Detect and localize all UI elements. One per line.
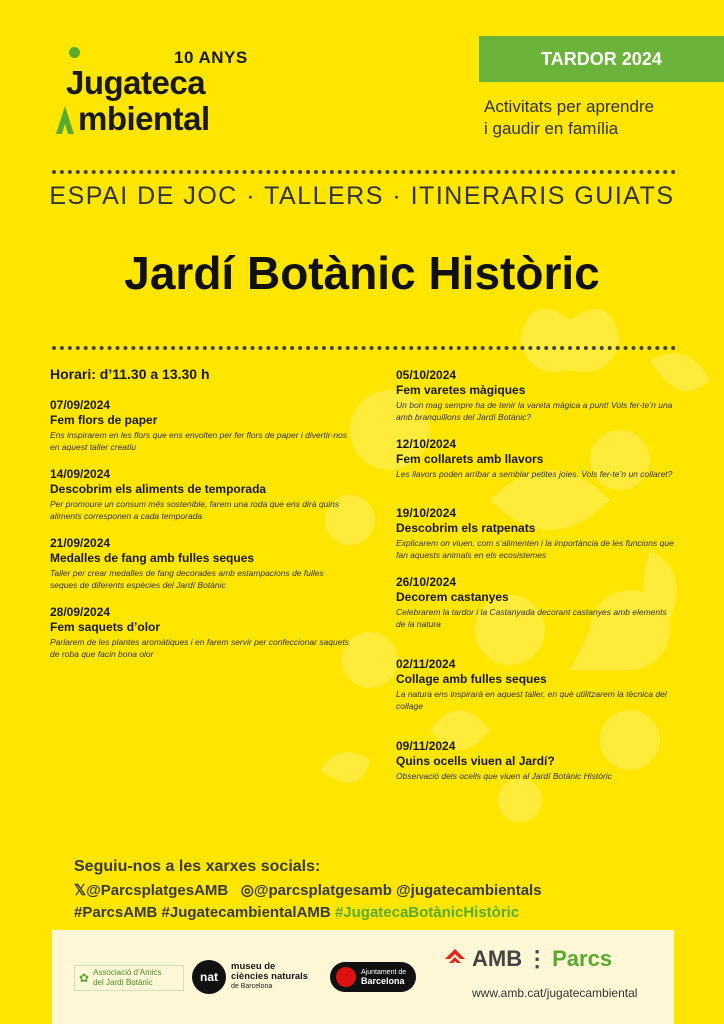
museu-ciencies-naturals-logo: [192, 960, 308, 994]
hashtags[interactable]: #ParcsAMB #JugatecambientalAMB: [74, 904, 331, 921]
logo-line1: Jugateca: [66, 64, 206, 101]
event-desc: Un bon mag sempre ha de tenir la vareta màgica a punt! Vols fer-te’n una amb branquillons del Jardí Botànic?: [396, 400, 673, 422]
dotted-divider: [52, 170, 676, 174]
event-item: [50, 605, 350, 660]
x-icon: 𝕏: [74, 882, 87, 899]
jugateca-logo: [56, 44, 296, 144]
butterfly-icon: [520, 309, 620, 372]
event-desc: Taller per crear medalles de fang decorades amb estampacions de fulles seques de diferents espècies del Jardí Botànic: [50, 568, 324, 590]
schedule-hours: Horari: d’11.30 a 13.30 h: [50, 366, 210, 382]
logo-years: 10 ANYS: [174, 48, 248, 67]
amics-line2: del Jardí Botànic: [93, 978, 153, 987]
event-desc: La natura ens inspirarà en aquest taller, en què utilitzarem la tècnica del collage: [396, 689, 667, 711]
social-heading: Seguiu-nos a les xarxes socials:: [74, 858, 321, 875]
tagline-line1: Activitats per aprendre: [484, 97, 655, 116]
event-name: Decorem castanyes: [396, 590, 509, 604]
event-item: [50, 467, 350, 522]
event-desc: Per promoure un consum més sostenible, farem una roda que ens dirà quins aliments corresponen a cada temporada: [50, 499, 340, 521]
tagline: [484, 96, 704, 140]
event-name: Quins ocells viuen al Jardí?: [396, 754, 555, 768]
ajuntament-barcelona-logo: [330, 962, 416, 992]
logo-leaf-icon: [54, 104, 76, 136]
nat-mark: nat: [192, 960, 226, 994]
event-name: Descobrim els ratpenats: [396, 521, 536, 535]
x-handle-link[interactable]: @ParcsplatgesAMB: [86, 882, 229, 899]
event-desc: Ens inspirarem en les flors que ens envolten per fer flors de paper i divertir-nos en aquest taller creatiu: [50, 430, 348, 452]
amb-label: AMB: [472, 946, 523, 971]
nat-line2: ciències naturals: [231, 971, 309, 982]
nat-line3: de Barcelona: [231, 983, 273, 990]
event-desc: Les llavors poden arribar a semblar petites joies. Vols fer-te’n un collaret?: [396, 469, 673, 479]
categories-heading: ESPAI DE JOC · TALLERS · ITINERARIS GUIATS: [49, 182, 675, 210]
parcs-label: Parcs: [552, 946, 613, 971]
event-item: [396, 437, 678, 480]
social-section: [74, 858, 594, 924]
shield-icon: [336, 967, 356, 987]
event-date: 19/10/2024: [396, 506, 457, 520]
event-item: [396, 575, 678, 630]
event-date: 09/11/2024: [396, 739, 456, 753]
event-item: [396, 368, 678, 423]
event-name: Descobrim els aliments de temporada: [50, 482, 267, 496]
event-item: [396, 739, 678, 782]
event-name: Fem varetes màgiques: [396, 383, 526, 397]
event-name: Collage amb fulles seques: [396, 672, 547, 686]
tagline-line2: i gaudir en família: [484, 119, 619, 138]
partners-footer: [52, 930, 674, 1024]
logo-line2: mbiental: [78, 100, 210, 137]
event-item: [396, 506, 678, 561]
instagram-icon: ◎: [240, 882, 254, 899]
event-date: 14/09/2024: [50, 467, 111, 481]
event-date: 21/09/2024: [50, 536, 111, 550]
amics-line1: Associació d’Amics: [93, 968, 162, 977]
hashtag-green[interactable]: #JugatecaBotànicHistòric: [334, 904, 520, 921]
event-desc: Explicarem on viuen, com s’alimenten i la importància de les funcions que fan aquests animals en els ecosistemes: [396, 538, 674, 560]
amb-separator: ⋮: [526, 946, 549, 971]
nat-line1: museu de: [231, 961, 276, 972]
event-name: Medalles de fang amb fulles seques: [50, 551, 255, 565]
event-desc: Observació dels ocells que viuen al Jardí Botànic Històric: [396, 771, 612, 781]
event-date: 26/10/2024: [396, 575, 457, 589]
page-title: Jardí Botànic Històric: [124, 247, 600, 299]
season-badge: TARDOR 2024: [479, 36, 724, 82]
logo-dot-icon: [69, 47, 80, 58]
instagram-handles[interactable]: @parcsplatgesamb @jugatecambientals: [253, 882, 542, 899]
event-date: 05/10/2024: [396, 368, 457, 382]
event-desc: Parlarem de les plantes aromàtiques i en farem servir per confeccionar saquets de roba que facin bona olor: [50, 637, 350, 659]
leaf-icon: ✿: [79, 971, 90, 985]
event-item: [50, 398, 350, 453]
amics-jardi-botanic-logo: [74, 965, 184, 991]
event-item: [396, 657, 678, 712]
event-name: Fem flors de paper: [50, 413, 158, 427]
amb-mark-icon: [444, 948, 466, 970]
website-link[interactable]: www.amb.cat/jugatecambiental: [472, 986, 638, 1000]
event-item: [50, 536, 350, 591]
event-desc: Celebrarem la tardor i la Castanyada decorant castanyes amb elements de la natura: [396, 607, 667, 629]
ajt-line2: Barcelona: [361, 976, 405, 986]
event-date: 02/11/2024: [396, 657, 456, 671]
event-date: 12/10/2024: [396, 437, 457, 451]
event-name: Fem saquets d’olor: [50, 620, 161, 634]
event-name: Fem collarets amb llavors: [396, 452, 544, 466]
amb-parcs-logo: [444, 946, 612, 972]
dotted-divider: [52, 346, 676, 350]
ajt-line1: Ajuntament de: [361, 969, 407, 976]
event-date: 07/09/2024: [50, 398, 111, 412]
event-date: 28/09/2024: [50, 605, 111, 619]
